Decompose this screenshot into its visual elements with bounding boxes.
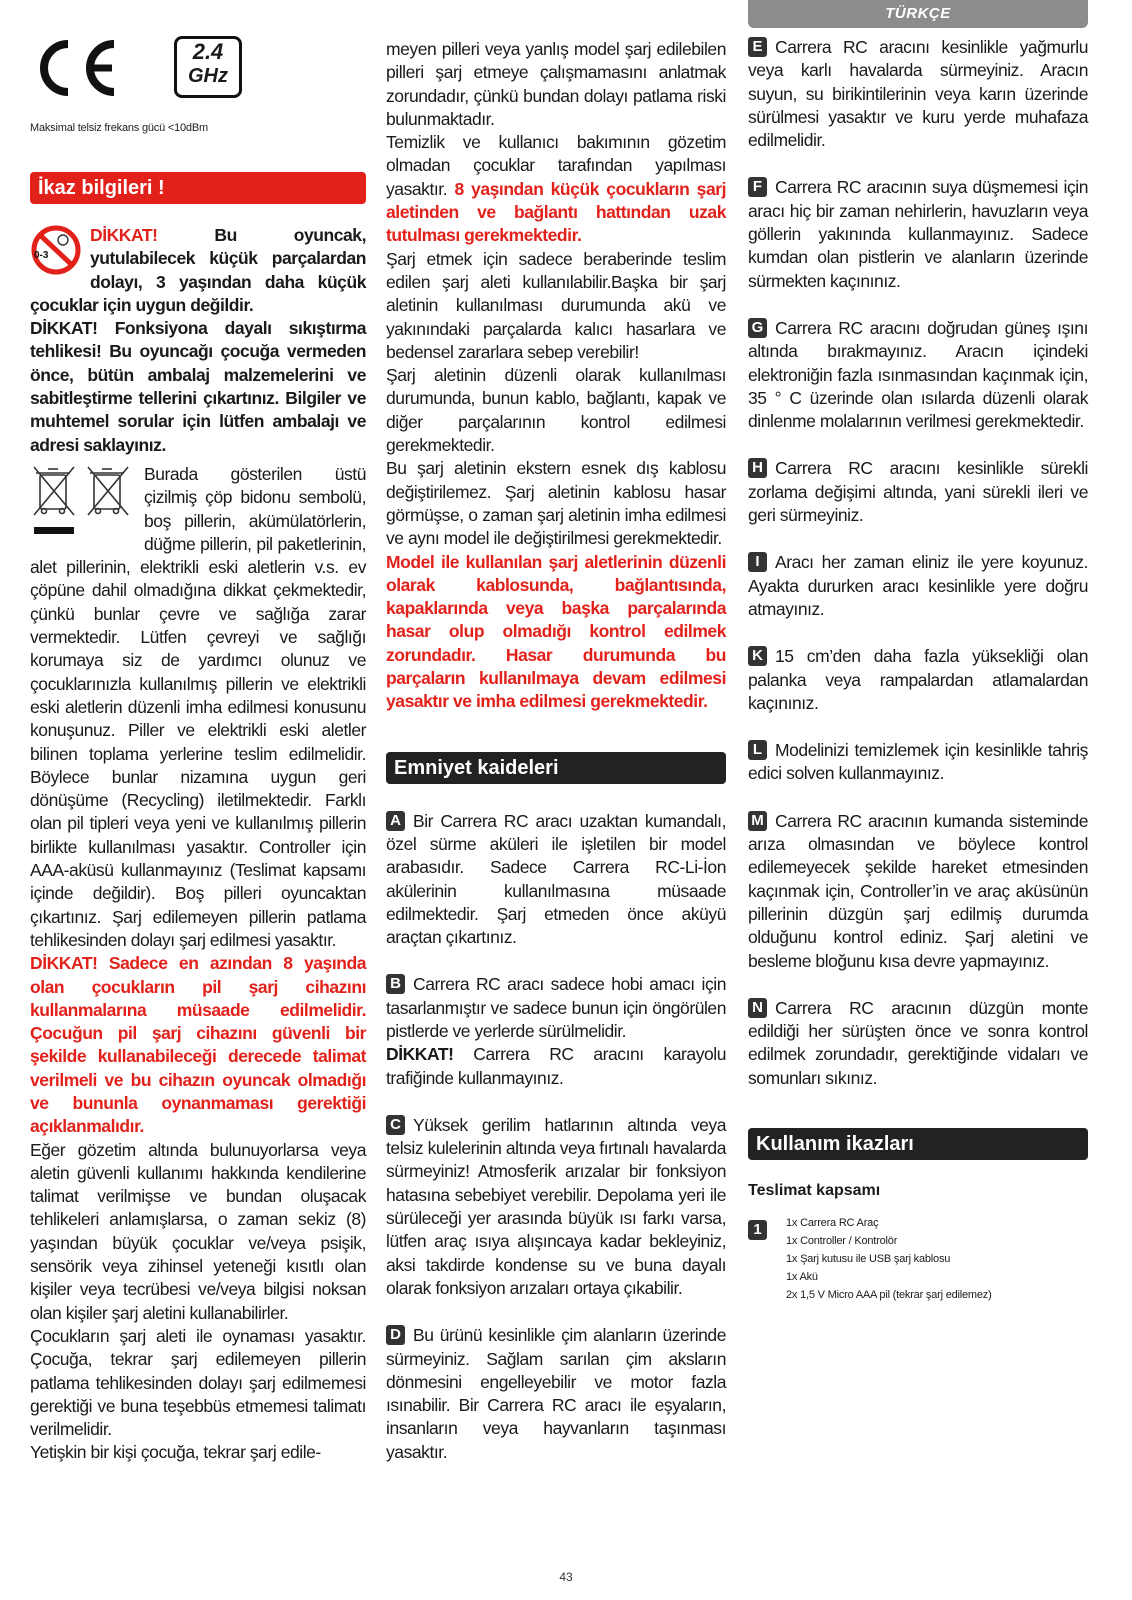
red-warning-text: DİKKAT! Sadece en azından 8 yaşında olan çocukların pil şarj cihazını kullanmalarına müsaade edilmelidir. Çocuğun pil şarj cihazını güvenli bir şekilde kullanabileceği derecede talimat verilmeli ve bu cihazın oyuncak olmadığı ve bununla oynanmaması gerektiği açıklanmalıdır.: [30, 953, 366, 1137]
age-warning-icon: [30, 224, 82, 276]
item-badge: K: [748, 646, 767, 666]
safety-item-c: [386, 1114, 726, 1300]
safety-item-e: [748, 36, 1088, 152]
ghz-unit: GHz: [188, 65, 228, 87]
ce-mark-icon: [30, 38, 120, 98]
safety-item-h: [748, 457, 1088, 527]
dikkat1-text: Bu oyuncak, yutulabilecek küçük parçalardan dolayı, 3 yaşından daha küçük çocuklar için uygun değildir.: [30, 225, 366, 315]
cont-text: meyen pilleri veya yanlış model şarj edilebilen pilleri şarj etmeye çalışmamasını anlatmak zorundadır, çünkü bundan dolayı patlama riski bulunmaktadır.: [386, 39, 726, 129]
children-text: Çocukların şarj aleti ile oynaması yasaktır. Çocuğa, tekrar şarj edilemeyen pillerin patlama tehlikesinden dolayı şarj edilmemesi gerektiği ve buna teşebbüs etmemesi talimatı verilmelidir.: [30, 1325, 366, 1440]
weee-block: [30, 463, 366, 952]
cleaning-text-a: Temizlik ve kullanıcı bakımının gözetim olmadan çocuklar tarafından yapılması yasaktır.: [386, 132, 726, 199]
delivery-badge: 1: [748, 1220, 767, 1240]
dikkat-block: [30, 224, 366, 457]
delivery-item: 2x 1,5 V Micro AAA pil (tekrar şarj edilemez): [786, 1288, 992, 1301]
cable-text: Bu şarj aletinin ekstern esnek dış kablosu değiştirilemez. Şarj aletinin kablosu hasar görmüşse, o zaman şarj aletinin imha edilmesi ve aynı model ile değiştirilmesi gerekmektedir.: [386, 458, 726, 549]
item-text: Bir Carrera RC aracı uzaktan kumandalı, özel sürme aküleri ile işletilen bir model arabasıdır. Sadece Carrera RC-Li-İon akülerinin kullanılmasına müsaade edilmektedir. Şarj etmeden önce aküyü araçtan çıkartınız.: [386, 810, 726, 948]
column-middle: [386, 38, 726, 1464]
red-damage-text: Model ile kullanılan şarj aletlerinin düzenli olarak kablosunda, bağlantısında, kapaklarında veya başka parçalarında hasar olup olmadığı kontrol edilmek zorundadır. Hasar durumunda bu parçaların kullanılmaya devam edilmesi yasaktır ve imha edilmesi gerekmektedir.: [386, 551, 726, 712]
language-tab: TÜRKÇE: [748, 0, 1088, 28]
safety-item-n: [748, 997, 1088, 1090]
safety-item-d: [386, 1324, 726, 1464]
delivery-item: 1x Akü: [786, 1270, 818, 1283]
item-text: Carrera RC aracı sadece hobi amacı için tasarlanmıştır ve sadece bunun için öngörülen pistlerde ve yerlerde sürülmelidir.: [386, 974, 726, 1041]
item-badge: F: [748, 177, 767, 197]
item-badge: N: [748, 998, 767, 1018]
safety-header: Emniyet kaideleri: [386, 752, 726, 784]
delivery-list: [748, 1214, 1088, 1304]
age-badge-text: 0-3: [34, 250, 49, 261]
charger-text: Şarj etmek için sadece beraberinde teslim edilen şarj aleti kullanılabilir.Başka bir şarj aletinin kullanılması durumunda akü ve yakınındaki parçalarda kalıcı hasarlara ve bedensel zararlara sebep verebilir!: [386, 248, 726, 362]
item-badge: H: [748, 458, 767, 478]
safety-item-f: [748, 176, 1088, 292]
safety-item-k: [748, 645, 1088, 715]
weee-text: Burada gösterilen üstü çizilmiş çöp bidonu sembolü, boş pillerin, akümülatörlerin, düğme pillerin, pil paketlerinin, alet pillerinin, elektrikli eski aletlerin v.s. ev çöpüne dahil olmadığına dikkat çekmektedir, çünkü bunlar çevre ve sağlığa zarar vermektedir. Lütfen çevreyi ve sağlığı korumaya siz de yardımcı olunuz ve çocuklarınızla kullanılmış pillerin ve elektrikli eski aletlerin düzenli imha edilmesi konusunu konuşunuz. Piller ve elektrikli eski aletler bilinen toplama yerlerine teslim edilmelidir. Böylece bunlar nizamına uygun geri dönüşüme (Recycling) iletilmektedir. Farklı olan pil tipleri veya yeni ve kullanılmış pillerin birlikte kullanılması yasaktır. Controller için AAA-aküsü kullanmayınız (Teslimat kapsamı içinde değildir). Boş pilleri oyuncaktan çıkartınız. Şarj edilemeyen pillerin patlama tehlikesinden dolayı şarj edilmesi yasaktır.: [30, 463, 366, 950]
item-text: Yüksek gerilim hatlarının altında veya telsiz kulelerinin altında veya fırtınalı havalarda sürmeyiniz! Atmosferik arızalar bir fonksiyon hatasına sebebiyet verebilir. Depolama yeri ile sürüleceği yer arasında büyük ısı farkı varsa, lütfen araç ısıya alışıncaya kadar bekleyiniz, aksi takdirde kondense su ve buna dayalı olarak fonksiyon arızaları ortaya çıkabilir.: [386, 1114, 726, 1298]
item-text: Aracı her zaman eliniz ile yere koyunuz. Ayakta dururken aracı kesinlikle yere doğru atmayınız.: [748, 552, 1088, 619]
warn-header: İkaz bilgileri !: [30, 172, 366, 204]
item-badge: C: [386, 1115, 405, 1135]
column-right: [748, 0, 1088, 1304]
item-text: Carrera RC aracını kesinlikle sürekli zorlama değişimi altında, yani sürekli ileri ve geri sürmeyiniz.: [748, 458, 1088, 526]
b-dikkat-text: Carrera RC aracını karayolu trafiğinde kullanmayınız.: [386, 1044, 726, 1088]
item-text: Carrera RC aracının kumanda sisteminde arıza olmasından ve böylece kontrol edilemeyecek şekilde hareket etmesinden kaçınmak için, Controller’in ve araç aküsünün pillerinin düzgün şarj edilmiş durumda olduğunu kontrol ediniz. Şarj aletini ve besleme bloğunu kısa devre yapmayınız.: [748, 810, 1088, 971]
delivery-title: Teslimat kapsamı: [748, 1181, 881, 1199]
column-left: [30, 30, 366, 1465]
delivery-item: 1x Carrera RC Araç: [786, 1216, 879, 1229]
safety-item-b: [386, 973, 726, 1089]
safety-item-l: [748, 739, 1088, 786]
safety-item-i: [748, 551, 1088, 621]
item-badge: D: [386, 1325, 405, 1345]
ghz-value: 2.4: [192, 39, 224, 64]
safety-item-g: [748, 317, 1088, 433]
item-text: Carrera RC aracını doğrudan güneş ışını altında bırakmayınız. Aracın içindeki elektroniğin fazla ısınmasından kaçınmak için, 35 ° C üzerinde olan ısılarda düzenli olarak dinlenme molalarının verilmesi gerekmektedir.: [748, 317, 1088, 432]
page-number: 43: [559, 1570, 573, 1584]
dikkat1-label: DİKKAT!: [90, 225, 158, 245]
item-text: Modelinizi temizlemek için kesinlikle tahriş edici solven kullanmayınız.: [748, 740, 1088, 784]
item-badge: B: [386, 974, 405, 994]
b-dikkat-label: DİKKAT!: [386, 1044, 454, 1065]
item-text: Carrera RC aracının düzgün monte edildiği her sürüşten önce ve sonra kontrol edilmek zorundadır, gerektiğinde vidaları ve somunları sıkınız.: [748, 997, 1088, 1088]
regular-text: Şarj aletinin düzenli olarak kullanılması durumunda, bunun kablo, bağlantı, kapak ve diğer parçalarının kontrol edilmesi gerekmektedir.: [386, 365, 726, 456]
crossed-bin-icon: [30, 465, 138, 541]
adult-text: Yetişkin bir kişi çocuğa, tekrar şarj edile-: [30, 1442, 321, 1463]
item-text: Carrera RC aracını kesinlikle yağmurlu veya karlı havalarda sürmeyiniz. Aracın suyun, su birikintilerinin veya karın üzerinde sürülmesi yasaktır ve kuru yerde muhafaza edilmelidir.: [748, 37, 1088, 151]
item-badge: A: [386, 811, 405, 831]
usage-header: Kullanım ikazları: [748, 1128, 1088, 1160]
item-text: Bu ürünü kesinlikle çim alanların üzerinde sürmeyiniz. Sağlam sarılan çim aksların dönmesini engelleyebilir ve motor fazla ısınabilir. Bir Carrera RC aracı ile eşyaların, insanların veya hayvanların taşınması yasaktır.: [386, 1325, 726, 1462]
safety-item-a: [386, 810, 726, 950]
logo-row: [30, 30, 366, 112]
delivery-item: 1x Şarj kutusu ile USB şarj kablosu: [786, 1252, 951, 1265]
cleaning-text: [386, 131, 726, 247]
item-badge: M: [748, 811, 767, 831]
delivery-item: 1x Controller / Kontrolör: [786, 1234, 898, 1247]
dikkat2-text: DİKKAT! Fonksiyona dayalı sıkıştırma tehlikesi! Bu oyuncağı çocuğa vermeden önce, bütün ambalaj malzemelerini ve sabitleştirme tellerini çıkartınız. Bilgiler ve muhtemel sorular için lütfen ambalajı ve adresi saklayınız.: [30, 318, 366, 455]
cleaning-text-red: 8 yaşından küçük çocukların şarj aletinden ve bağlantı hattından uzak tutulması gerekmektedir.: [386, 178, 726, 246]
supervision-text: Eğer gözetim altında bulunuyorlarsa veya aletin güvenli kullanımı hakkında kendilerine talimat verilmişse ve bundan oluşacak tehlikeleri anlamışlarsa, o zaman sekiz (8) yaşından büyük çocuklar ve/veya psişik, sensörik veya zihinsel yeteneği kısıtlı olan kişiler veya tecrübesi ve/veya bilgisi noksan olan kişiler şarj aletini kullanabilirler.: [30, 1139, 366, 1323]
item-badge: L: [748, 740, 767, 760]
item-text: Carrera RC aracının suya düşmemesi için aracı hiç bir zaman nehirlerin, havuzların veya göllerin yakınında kullanmayınız. Sadece kumdan olan pistlerin ve alanların üzerinde sürmekten kaçınınız.: [748, 177, 1088, 291]
item-badge: I: [748, 552, 767, 572]
item-badge: E: [748, 37, 767, 57]
ghz-badge: [174, 36, 242, 98]
safety-item-m: [748, 810, 1088, 973]
item-badge: G: [748, 318, 767, 338]
freq-note: Maksimal telsiz frekans gücü <10dBm: [30, 122, 208, 134]
item-text: 15 cm’den daha fazla yüksekliği olan palanka veya rampalardan atlamalardan kaçınınız.: [748, 646, 1088, 713]
